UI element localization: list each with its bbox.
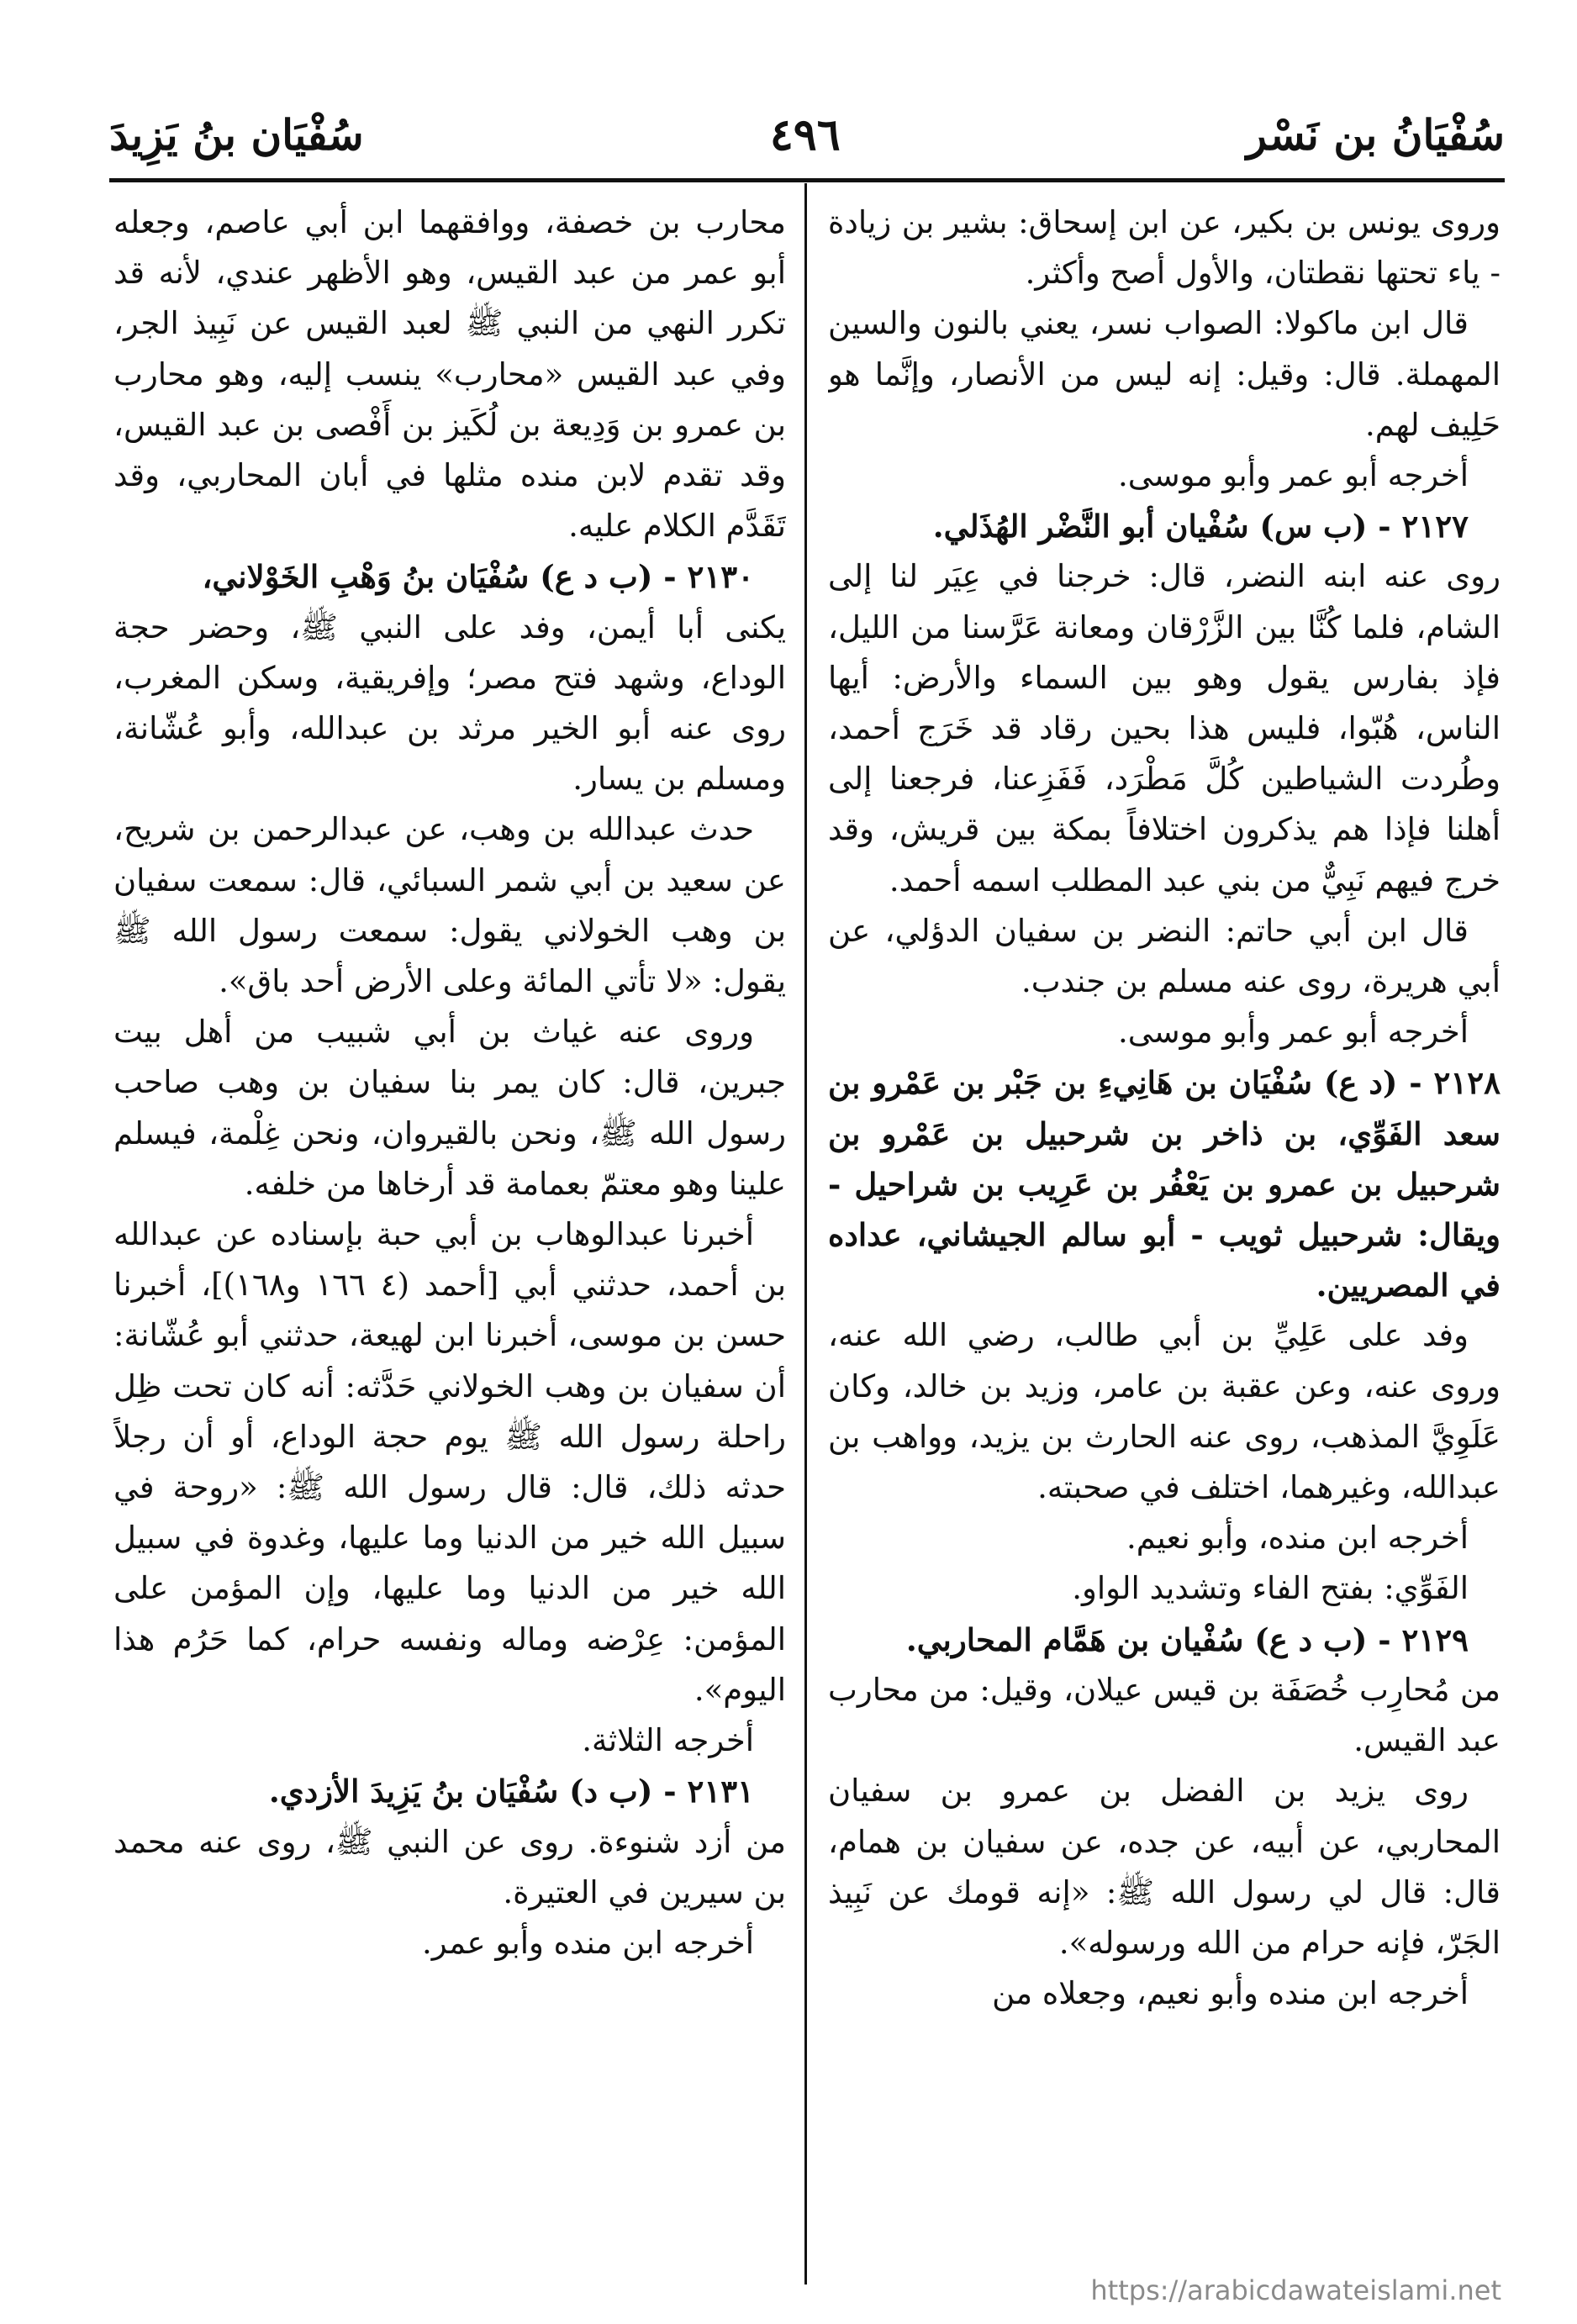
column-divider: [804, 183, 807, 2284]
paragraph: الفَوِّي: بفتح الفاء وتشديد الواو.: [1072, 1570, 1469, 1607]
header-right-title: سُفْيَانُ بن نَسْر: [1246, 109, 1505, 160]
page-number: ٤٩٦: [769, 108, 841, 161]
paragraph: قال ابن أبي حاتم: النضر بن سفيان الدؤلي، عن أبي هريرة، روى عنه مسلم بن جندب.: [828, 912, 1501, 1000]
paragraph: أخرجه ابن منده وأبو عمر.: [421, 1924, 754, 1961]
paragraph: أخرجه ابن منده، وأبو نعيم.: [1126, 1520, 1469, 1557]
entry-heading-2127: ٢١٢٧ - (ب س) سُفْيان أبو النَّضْر الهُذَلي.: [932, 508, 1469, 545]
right-column: [828, 198, 1501, 2274]
paragraph: وروى عنه غياث بن أبي شبيب من أهل بيت جبرين، قال: كان يمر بنا سفيان بن وهب صاحب رسول الله ﷺ، ونحن بالقيروان، ونحن غِلْمة، فيسلم علينا وهو معتمّ بعمامة قد أرخاها من خلفه.: [113, 1014, 786, 1202]
paragraph: أخبرنا عبدالوهاب بن أبي حبة بإسناده عن عبدالله بن أحمد، حدثني أبي [أحمد (٤ ١٦٦ و١٦٨)]، أخبرنا حسن بن موسى، أخبرنا ابن لهيعة، حدثني أبو عُشّانة: أن سفيان بن وهب الخولاني حَدَّثه: أنه كان تحت ظِل راحلة رسول الله ﷺ يوم حجة الوداع، أو أن رجلاً حدثه ذلك، قال: قال رسول الله ﷺ: «روحة في سبيل الله خير من الدنيا وما عليها، وغدوة في سبيل الله خير من الدنيا وما عليها، وإن المؤمن على المؤمن: عِرْضه وماله ونفسه حرام، كما حَرُم هذا اليوم».: [113, 1216, 786, 1708]
paragraph: محارب بن خصفة، ووافقهما ابن أبي عاصم، وجعله أبو عمر من عبد القيس، وهو الأظهر عندي، لأنه قد تكرر النهي من النبي ﷺ لعبد القيس عن نَبِيذ الجر، وفي عبد القيس «محارب» ينسب إليه، وهو محارب بن عمرو بن وَدِيعة بن لُكَيز بن أَفْصى بن عبد القيس، وقد تقدم لابن منده مثلها في أبان المحاربي، وقد تَقَدَّم الكلام عليه.: [113, 204, 786, 545]
header-left-title: سُفْيَان بنُ يَزِيدَ: [109, 109, 364, 160]
paragraph: روى يزيد بن الفضل بن عمرو بن سفيان المحاربي، عن أبيه، عن جده، عن سفيان بن همام، قال: قال لي رسول الله ﷺ: «إنه قومك عن نَبِيذ الجَرّ، فإنه حرام من الله ورسوله».: [828, 1773, 1501, 1961]
paragraph: روى عنه ابنه النضر، قال: خرجنا في عِيَر لنا إلى الشام، فلما كُنَّا بين الزَّرْقان ومعانة عَرَّسنا من الليل، فإذ بفارس يقول وهو بين السماء والأرض: أيها الناس، هُبّوا، فليس هذا بحين رقاد قد خَرَج أحمد، وطُردت الشياطين كُلَّ مَطْرَد، فَفَزِعنا، فرجعنا إلى أهلنا فإذا هم يذكرون اختلافاً بمكة بين قريش، وقد خرج فيهم نَبِيٌّ من بني عبد المطلب اسمه أحمد.: [828, 558, 1501, 899]
entry-heading-2129: ٢١٢٩ - (ب د ع) سُفْيان بن هَمَّام المحاربي.: [905, 1620, 1469, 1658]
paragraph: حدث عبدالله بن وهب، عن عبدالرحمن بن شريح، عن سعيد بن أبي شمر السبائي، قال: سمعت سفيان بن وهب الخولاني يقول: سمعت رسول الله ﷺ يقول: «لا تأتي المائة وعلى الأرض أحد باق».: [113, 811, 786, 1000]
paragraph: أخرجه ابن منده وأبو نعيم، وجعلاه من: [992, 1975, 1469, 2012]
paragraph: يكنى أبا أيمن، وفد على النبي ﷺ، وحضر حجة الوداع، وشهد فتح مصر؛ وإفريقية، وسكن المغرب، روى عنه أبو الخير مرثد بن عبدالله، وأبو عُشّانة، ومسلم بن يسار.: [113, 609, 786, 798]
entry-heading-2128: ٢١٢٨ - (د ع) سُفْيَان بن هَانِيءِ بن جَبْر بن عَمْرو بن سعد الفَوِّي، بن ذاخر بن شرحبيل بن عَمْرو بن شرحبيل بن عمرو بن يَعْفُر بن عَرِيب بن شراحيل - ويقال: شرحبيل ثويب - أبو سالم الجيشاني، عداده في المصريين.: [828, 1064, 1501, 1304]
entry-heading-2131: ٢١٣١ - (ب د) سُفْيَان بنُ يَزِيدَ الأزدي.: [268, 1773, 754, 1810]
paragraph: أخرجه الثلاثة.: [582, 1722, 754, 1759]
left-column: [113, 198, 786, 2274]
header-rule: [109, 178, 1505, 182]
paragraph: وروى يونس بن بكير، عن ابن إسحاق: بشير بن زيادة - ياء تحتها نقطتان، والأول أصح وأكثر.: [828, 204, 1501, 292]
paragraph: من أزد شنوءة. روى عن النبي ﷺ، روى عنه محمد بن سيرين في العتيرة.: [113, 1823, 786, 1910]
paragraph: أخرجه أبو عمر وأبو موسى.: [1118, 1014, 1469, 1051]
page-header: [109, 101, 1505, 168]
paragraph: وفد على عَلِيِّ بن أبي طالب، رضي الله عنه، وروى عنه، وعن عقبة بن عامر، وزيد بن خالد، وكان عَلَوِيَّ المذهب، روى عنه الحارث بن يزيد، وواهب بن عبدالله، وغيرهما، اختلف في صحبته.: [828, 1317, 1501, 1506]
paragraph: أخرجه أبو عمر وأبو موسى.: [1118, 457, 1469, 494]
paragraph: قال ابن ماكولا: الصواب نسر، يعني بالنون والسين المهملة. قال: وقيل: إنه ليس من الأنصار، وإنَّما هو حَلِيف لهم.: [828, 305, 1501, 443]
entry-heading-2130: ٢١٣٠ - (ب د ع) سُفْيَان بنُ وَهْبِ الخَوْلاني،: [202, 558, 754, 596]
watermark-url: https://arabicdawateislami.net: [1090, 2274, 1501, 2306]
paragraph: من مُحارِب خُصَفَة بن قيس عيلان، وقيل: من محارب عبد القيس.: [828, 1671, 1501, 1759]
